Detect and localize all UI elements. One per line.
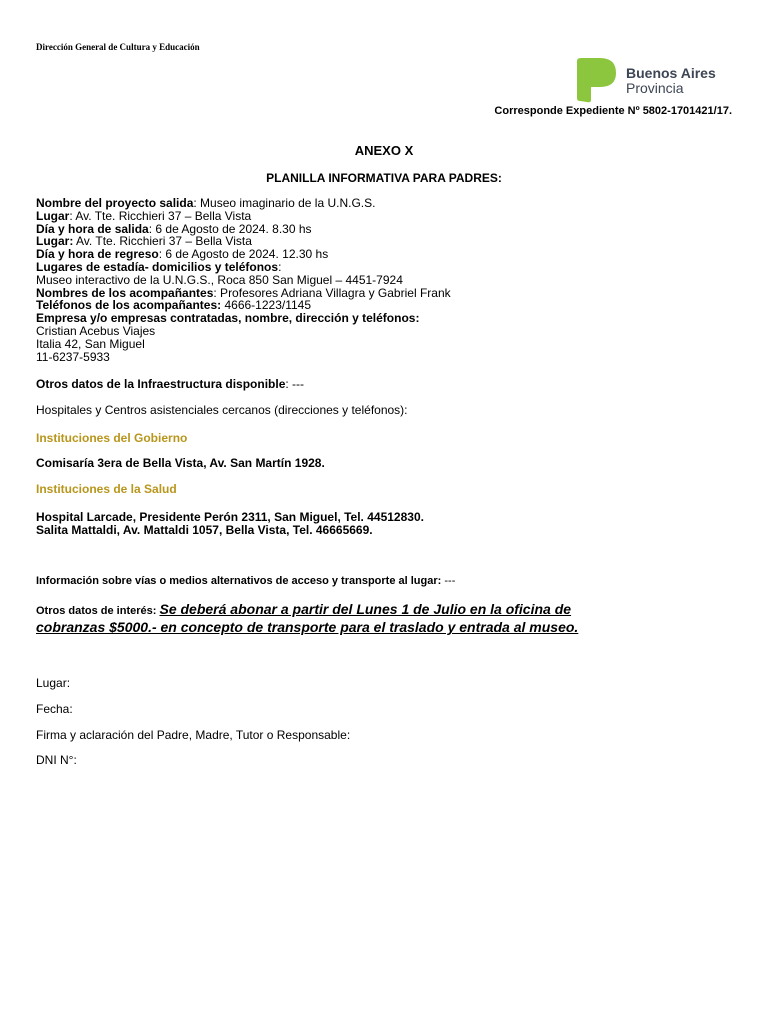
stay-label: Lugares de estadía- domicilios y teléfonos	[36, 259, 279, 274]
health-entry-2: Salita Mattaldi, Av. Mattaldi 1057, Bella Vista, Tel. 46665669.	[36, 523, 373, 537]
anexo-title: ANEXO X	[354, 143, 414, 158]
health-heading: Instituciones de la Salud	[36, 482, 177, 496]
government-heading: Instituciones del Gobierno	[36, 431, 188, 445]
company-label: Empresa y/o empresas contratadas, nombre, dirección y teléfonos:	[36, 311, 420, 326]
companions-phone-value: 4666-1223/1145	[221, 298, 312, 313]
companions-label: Nombres de los acompañantes	[36, 285, 214, 300]
expediente-number: Corresponde Expediente Nº 5802-1701421/17.	[494, 105, 732, 117]
stay-colon: :	[278, 259, 282, 274]
planilla-title: PLANILLA INFORMATIVA PARA PADRES:	[266, 171, 502, 185]
interest-value-1: Se deberá abonar a partir del Lunes 1 de Julio en la oficina de	[159, 601, 572, 617]
transport-label: Información sobre vías o medios alternativos de acceso y transporte al lugar:	[36, 575, 442, 587]
company-address: Italia 42, San Miguel	[36, 336, 145, 351]
form-date: Fecha:	[36, 702, 73, 716]
place-label-1: Lugar	[36, 208, 70, 223]
health-entry-1: Hospital Larcade, Presidente Perón 2311, San Miguel, Tel. 44512830.	[36, 510, 424, 524]
transport-value: ---	[441, 575, 456, 587]
trip-info-block	[36, 197, 451, 363]
stay-value: Museo interactivo de la U.N.G.S., Roca 850 San Miguel – 4451-7924	[36, 272, 403, 287]
buenos-aires-provincia-logo	[574, 57, 734, 103]
stay-row	[36, 261, 451, 274]
companions-phone-label: Teléfonos de los acompañantes:	[36, 298, 222, 313]
infrastructure-label: Otros datos de la Infraestructura disponible	[36, 377, 286, 391]
return-label: Día y hora de regreso	[36, 247, 159, 262]
return-value: : 6 de Agosto de 2024. 12.30 hs	[158, 247, 329, 262]
departure-label: Día y hora de salida	[36, 221, 149, 236]
form-dni: DNI N°:	[36, 753, 77, 767]
province-p-logo-icon	[574, 57, 620, 103]
interest-block	[36, 601, 578, 636]
infrastructure-row	[36, 377, 304, 391]
form-place: Lugar:	[36, 676, 71, 690]
place-label-2: Lugar:	[36, 234, 74, 249]
infrastructure-value: : ---	[285, 377, 305, 391]
interest-label: Otros datos de interés:	[36, 605, 160, 617]
company-phone: 11-6237-5933	[36, 349, 110, 364]
interest-value-2: cobranzas $5000.- en concepto de transporte para el traslado y entrada al museo.	[36, 619, 579, 635]
company-name: Cristian Acebus Viajes	[36, 323, 156, 338]
transport-row	[36, 575, 455, 587]
logo-text-line2: Provincia	[626, 80, 684, 96]
project-value: : Museo imaginario de la U.N.G.S.	[193, 196, 376, 210]
companions-value: : Profesores Adriana Villagra y Gabriel Frank	[213, 285, 451, 300]
government-entry: Comisaría 3era de Bella Vista, Av. San Martín 1928.	[36, 456, 325, 470]
place-value-2: Av. Tte. Ricchieri 37 – Bella Vista	[73, 234, 252, 249]
form-signature: Firma y aclaración del Padre, Madre, Tutor o Responsable:	[36, 728, 351, 742]
interest-line-1	[36, 601, 578, 619]
logo-text-line1: Buenos Aires	[626, 65, 716, 81]
interest-line-2	[36, 619, 578, 636]
hospitals-intro: Hospitales y Centros asistenciales cercanos (direcciones y teléfonos):	[36, 403, 408, 417]
departure-value: : 6 de Agosto de 2024. 8.30 hs	[148, 221, 312, 236]
project-label: Nombre del proyecto salida	[36, 196, 194, 210]
organization-header: Dirección General de Cultura y Educación	[36, 42, 200, 52]
place-value-1: : Av. Tte. Ricchieri 37 – Bella Vista	[69, 208, 252, 223]
